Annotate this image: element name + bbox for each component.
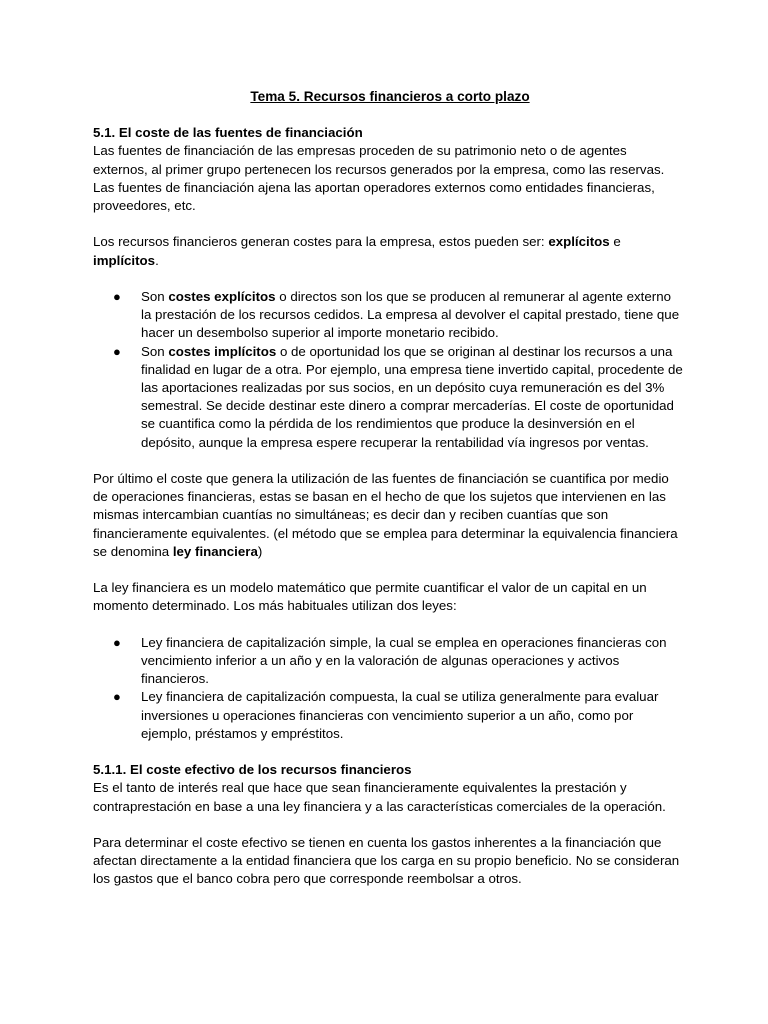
bold-term-ley-financiera: ley financiera bbox=[172, 543, 258, 559]
list-item bbox=[93, 343, 683, 452]
text-run: o directos son los que se producen al remunerar al agente externo la prestación de los recursos cedidos. La empresa al devolver el capital prestado, tiene que hacer un desembolso superior al importe monetario recibido. bbox=[141, 289, 680, 341]
text-run: Los recursos financieros generan costes para la empresa, estos pueden ser: bbox=[93, 234, 549, 250]
bullet-list-costes bbox=[93, 288, 683, 452]
bold-term-explicitos: explícitos bbox=[548, 234, 610, 250]
list-item bbox=[93, 688, 683, 743]
spacer bbox=[93, 561, 683, 579]
bullet-icon: ● bbox=[113, 289, 121, 304]
bold-term-implicitos: implícitos bbox=[93, 252, 156, 268]
text-run: Son bbox=[141, 343, 169, 359]
text-run: Son bbox=[141, 289, 169, 304]
list-item bbox=[93, 288, 683, 343]
paragraph-coste-efectivo: Para determinar el coste efectivo se tienen en cuenta los gastos inherentes a la financiación que afectan directamente a la entidad financiera que los carga en su propio beneficio. No se consideran los gastos que el banco cobra pero que corresponde reembolsar a otros. bbox=[93, 835, 680, 887]
text-run: ) bbox=[257, 543, 263, 559]
bold-term-costes-explicitos: costes explícitos bbox=[168, 289, 276, 304]
document-title: Tema 5. Recursos financieros a corto plazo bbox=[250, 89, 530, 104]
text-run: Por último el coste que genera la utilización de las fuentes de financiación se cuantifica por medio de operaciones financieras, estas se basan en el hecho de que los sujetos que intervienen en las mismas intercambian cuantías no simultáneas; es decir dan y reciben cuantías que son financieramente equivalentes. (el método que se emplea para determinar la equivalencia financiera se denomina bbox=[93, 471, 678, 559]
spacer bbox=[93, 215, 683, 233]
bold-term-costes-implicitos: costes implícitos bbox=[168, 343, 277, 359]
text-run: e bbox=[609, 234, 621, 250]
list-item bbox=[93, 634, 683, 689]
paragraph-fuentes: Las fuentes de financiación de las empresas proceden de su patrimonio neto o de agentes externos, al primer grupo pertenecen los recursos generados por la empresa, como las reservas. Las fuentes de financiación ajena las aportan operadores externos como entidades financieras, proveedores, etc. bbox=[93, 143, 665, 214]
section-heading-5-1-1: 5.1.1. El coste efectivo de los recursos financieros bbox=[93, 762, 412, 778]
text-run: o de oportunidad los que se originan al destinar los recursos a una finalidad en lugar de a otra. Por ejemplo, una empresa tiene invertido capital, procedente de las aportaciones realizadas por sus socios, en un depósito cuya remuneración es del 3% semestral. Se decide destinar este dinero a comprar mercaderías. El coste de oportunidad se cuantifica como la pérdida de los rendimientos que produce la desinversión en el depósito, aunque la empresa espere recuperar la rentabilidad vía ingresos por ventas. bbox=[141, 343, 683, 450]
paragraph-tanto-interes: Es el tanto de interés real que hace que sean financieramente equivalentes la prestación y contraprestación en base a una ley financiera y a las características comerciales de la operación. bbox=[93, 780, 666, 814]
bullet-list-leyes bbox=[93, 634, 683, 743]
spacer bbox=[93, 270, 683, 288]
paragraph-ley-financiera: La ley financiera es un modelo matemático que permite cuantificar el valor de un capital en un momento determinado. Los más habituales utilizan dos leyes: bbox=[93, 580, 647, 614]
paragraph-operaciones-financieras bbox=[93, 470, 683, 561]
text-run: Ley financiera de capitalización compuesta, la cual se utiliza generalmente para evaluar inversiones u operaciones financieras con vencimiento superior a un año, como por ejemplo, préstamos y empréstitos. bbox=[141, 689, 659, 741]
spacer bbox=[93, 743, 683, 761]
spacer bbox=[93, 816, 683, 834]
bullet-icon: ● bbox=[113, 689, 121, 705]
section-heading-5-1: 5.1. El coste de las fuentes de financiación bbox=[93, 125, 363, 141]
bullet-icon: ● bbox=[113, 343, 121, 359]
text-run: Ley financiera de capitalización simple, la cual se emplea en operaciones financieras con vencimiento inferior a un año y en la valoración de algunas operaciones y activos financieros. bbox=[141, 634, 667, 687]
paragraph-costes-tipos bbox=[93, 233, 683, 269]
spacer bbox=[93, 452, 683, 470]
bullet-icon: ● bbox=[113, 634, 121, 650]
spacer bbox=[93, 616, 683, 634]
text-run: . bbox=[155, 252, 159, 268]
document-content bbox=[93, 88, 683, 889]
